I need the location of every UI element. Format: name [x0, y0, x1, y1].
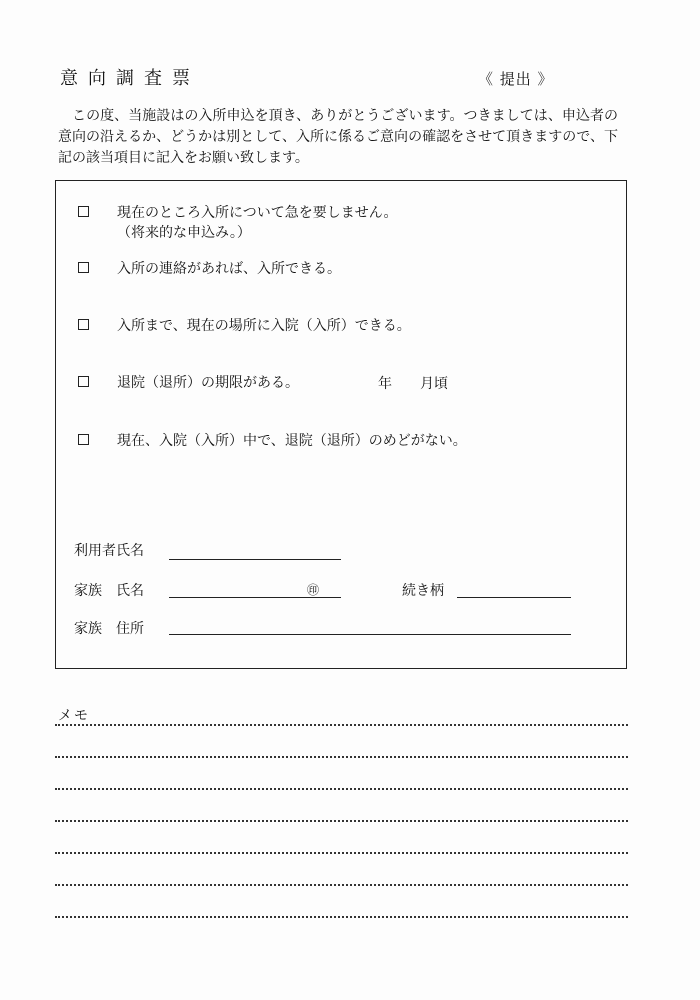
checkbox[interactable] — [78, 319, 89, 330]
intro-paragraph: この度、当施設はの入所申込を頂き、ありがとうございます。つきましては、申込者の意向の沿えるか、どうかは別として、入所に係るご意向の確認をさせて頂きますので、下記の該当項目に記入をお願い致します。 — [58, 108, 618, 166]
year-label: 年 — [378, 376, 392, 392]
memo-line[interactable] — [55, 788, 628, 790]
option-sublabel: （将来的な申込み。） — [117, 225, 251, 241]
submit-tag: 《 提出 》 — [478, 70, 554, 88]
option-not-urgent[interactable] — [78, 203, 398, 243]
month-label: 月頃 — [420, 376, 448, 392]
checkbox[interactable] — [78, 262, 89, 273]
page-title: 意向調査票 — [60, 68, 200, 89]
option-ready-when-contacted[interactable] — [78, 259, 341, 279]
memo-label: メモ — [58, 708, 90, 724]
option-label: 現在のところ入所について急を要しません。 — [117, 205, 398, 221]
memo-line[interactable] — [55, 884, 628, 886]
memo-line[interactable] — [55, 852, 628, 854]
memo-line[interactable] — [55, 916, 628, 918]
user-name-field[interactable] — [169, 559, 341, 560]
option-label: 現在、入院（入所）中で、退院（退所）のめどがない。 — [117, 433, 467, 449]
memo-line[interactable] — [55, 820, 628, 822]
survey-box — [55, 180, 627, 669]
family-address-field[interactable] — [169, 634, 571, 635]
option-label: 入所まで、現在の場所に入院（入所）できる。 — [117, 318, 411, 334]
checkbox[interactable] — [78, 206, 89, 217]
relationship-field[interactable] — [457, 597, 571, 598]
option-stay-current-place[interactable] — [78, 316, 411, 336]
user-name-label: 利用者氏名 — [74, 543, 144, 559]
option-label: 退院（退所）の期限がある。 — [117, 375, 299, 391]
seal-mark: ㊞ — [307, 583, 320, 597]
family-address-label: 家族 住所 — [74, 621, 144, 637]
checkbox[interactable] — [78, 376, 89, 387]
option-no-discharge-prospect[interactable] — [78, 431, 467, 451]
deadline-date[interactable] — [378, 373, 476, 393]
family-name-label: 家族 氏名 — [74, 583, 144, 599]
option-discharge-deadline[interactable] — [78, 373, 299, 393]
relationship-label: 続き柄 — [402, 583, 444, 599]
memo-line[interactable] — [55, 756, 628, 758]
checkbox[interactable] — [78, 434, 89, 445]
memo-line[interactable] — [55, 724, 628, 726]
option-label: 入所の連絡があれば、入所できる。 — [117, 261, 341, 277]
